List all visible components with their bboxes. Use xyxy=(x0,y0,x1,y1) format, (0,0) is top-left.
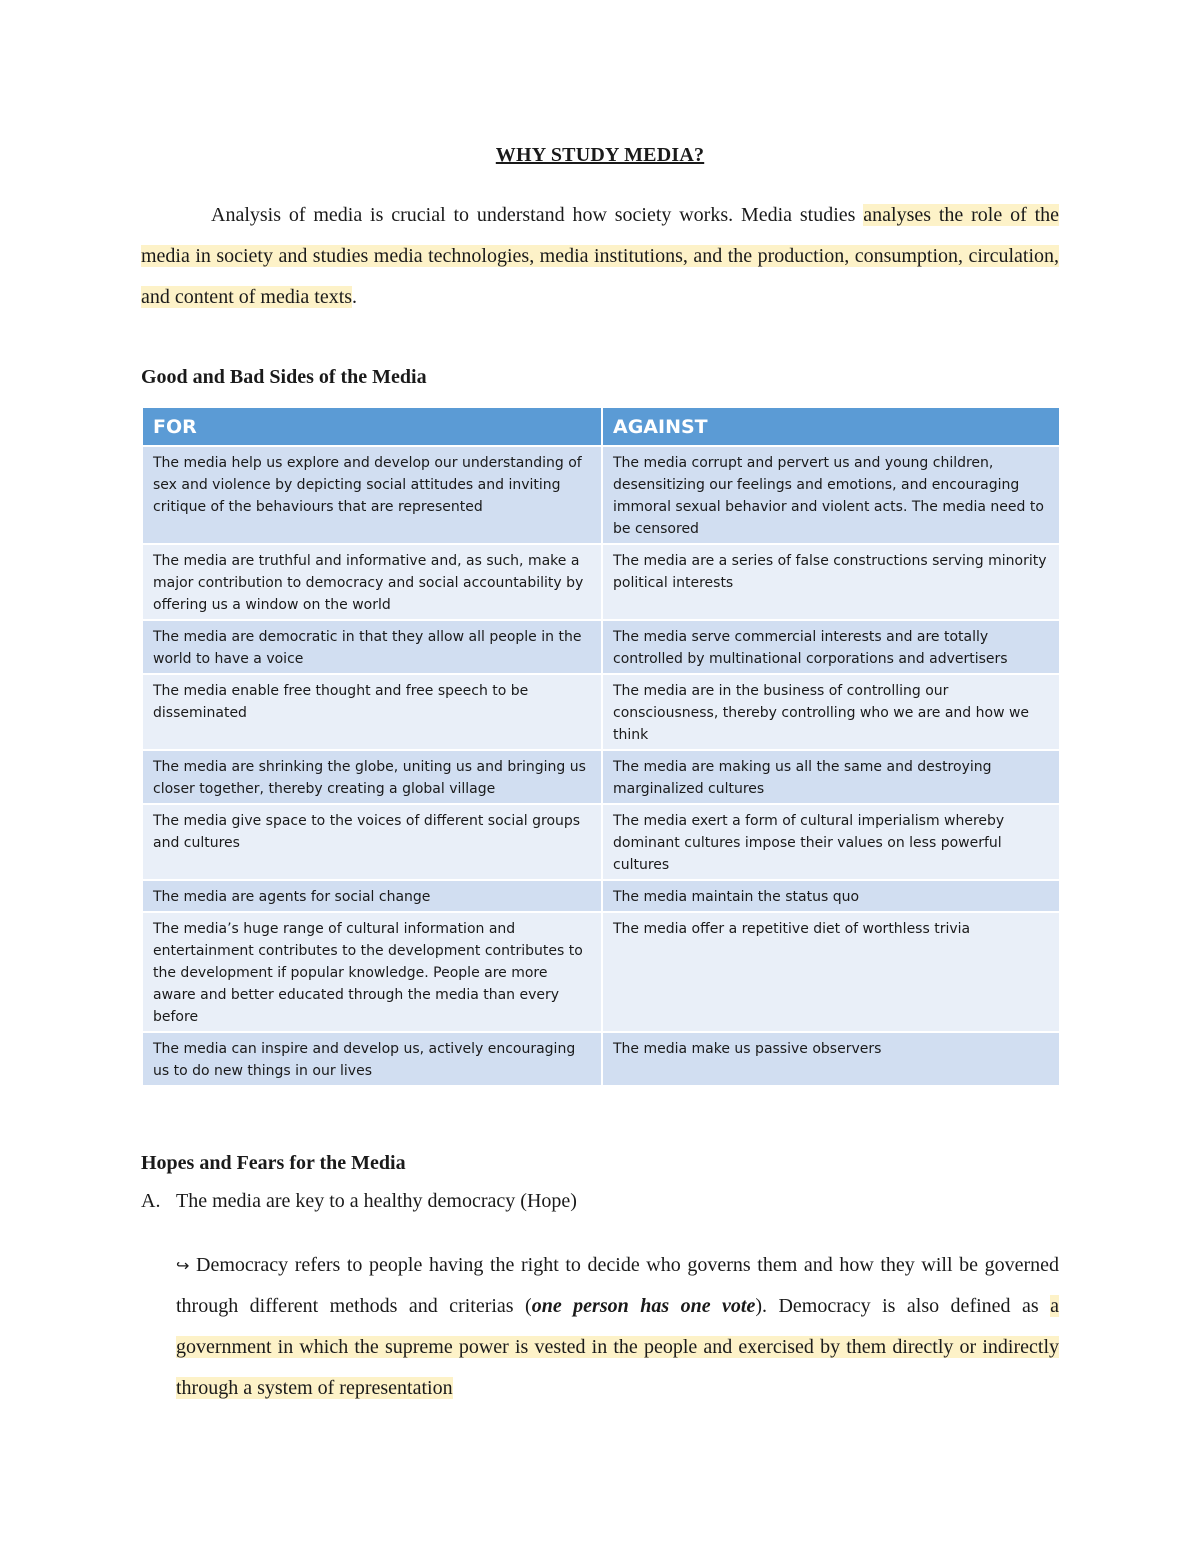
cell-for: The media are truthful and informative and, as such, make a major contribution to democracy and social accountability by offering us a window on the world xyxy=(143,544,602,620)
table-row xyxy=(143,674,1060,750)
section-heading-hopes-fears: Hopes and Fears for the Media xyxy=(141,1152,406,1174)
page-title: WHY STUDY MEDIA? xyxy=(495,144,705,166)
list-item-a xyxy=(141,1190,577,1213)
table-row xyxy=(143,804,1060,880)
header-for: FOR xyxy=(143,408,602,446)
table-row xyxy=(143,544,1060,620)
democracy-emphasis: one person has one vote xyxy=(531,1295,756,1317)
cell-for: The media enable free thought and free speech to be disseminated xyxy=(143,674,602,750)
table-row xyxy=(143,750,1060,804)
cell-against: The media are in the business of controlling our consciousness, thereby controlling who we are and how we think xyxy=(602,674,1060,750)
table-row xyxy=(143,912,1060,1032)
table-row xyxy=(143,446,1060,544)
table-row xyxy=(143,1032,1060,1085)
arrow-hook-icon: ↪ xyxy=(176,1256,190,1275)
section-heading-good-bad: Good and Bad Sides of the Media xyxy=(141,366,427,388)
cell-against: The media make us passive observers xyxy=(602,1032,1060,1085)
democracy-text-1: Democracy refers to people having the right to decide who governs them and how they will be governed through different methods and criterias ( xyxy=(176,1254,1059,1317)
cell-for: The media’s huge range of cultural information and entertainment contributes to the development contributes to the development if popular knowledge. People are more aware and better educated through the media than every before xyxy=(143,912,602,1032)
cell-against: The media corrupt and pervert us and young children, desensitizing our feelings and emotions, and encouraging immoral sexual behavior and violent acts. The media need to be censored xyxy=(602,446,1060,544)
democracy-highlight: a government in which the supreme power is vested in the people and exercised by them directly or indirectly through a system of representation xyxy=(176,1295,1060,1399)
header-against: AGAINST xyxy=(602,408,1060,446)
cell-against: The media are a series of false constructions serving minority political interests xyxy=(602,544,1060,620)
list-letter: A. xyxy=(141,1190,161,1212)
cell-for: The media are shrinking the globe, uniting us and bringing us closer together, thereby creating a global village xyxy=(143,750,602,804)
cell-for: The media are agents for social change xyxy=(143,880,602,912)
democracy-text-2: ). Democracy is also defined as xyxy=(755,1295,1051,1317)
table-row xyxy=(143,620,1060,674)
cell-against: The media exert a form of cultural imperialism whereby dominant cultures impose their values on less powerful cultures xyxy=(602,804,1060,880)
intro-text: Analysis of media is crucial to understand how society works. Media studies xyxy=(211,204,864,226)
for-against-table xyxy=(143,408,1061,1085)
intro-end: . xyxy=(352,286,358,308)
cell-against: The media are making us all the same and destroying marginalized cultures xyxy=(602,750,1060,804)
cell-against: The media maintain the status quo xyxy=(602,880,1060,912)
cell-against: The media offer a repetitive diet of worthless trivia xyxy=(602,912,1060,1032)
cell-for: The media help us explore and develop our understanding of sex and violence by depicting social attitudes and inviting critique of the behaviours that are represented xyxy=(143,446,602,544)
intro-paragraph xyxy=(141,195,1059,318)
intro-highlight: analyses the role of the media in society and studies media technologies, media institutions, and the production, consumption, circulation, and content of media texts xyxy=(141,204,1060,308)
table-header-row xyxy=(143,408,1060,446)
list-item-text: The media are key to a healthy democracy (Hope) xyxy=(176,1190,577,1212)
cell-against: The media serve commercial interests and are totally controlled by multinational corporations and advertisers xyxy=(602,620,1060,674)
cell-for: The media give space to the voices of different social groups and cultures xyxy=(143,804,602,880)
democracy-paragraph xyxy=(176,1245,1059,1409)
cell-for: The media are democratic in that they allow all people in the world to have a voice xyxy=(143,620,602,674)
table-row xyxy=(143,880,1060,912)
cell-for: The media can inspire and develop us, actively encouraging us to do new things in our lives xyxy=(143,1032,602,1085)
